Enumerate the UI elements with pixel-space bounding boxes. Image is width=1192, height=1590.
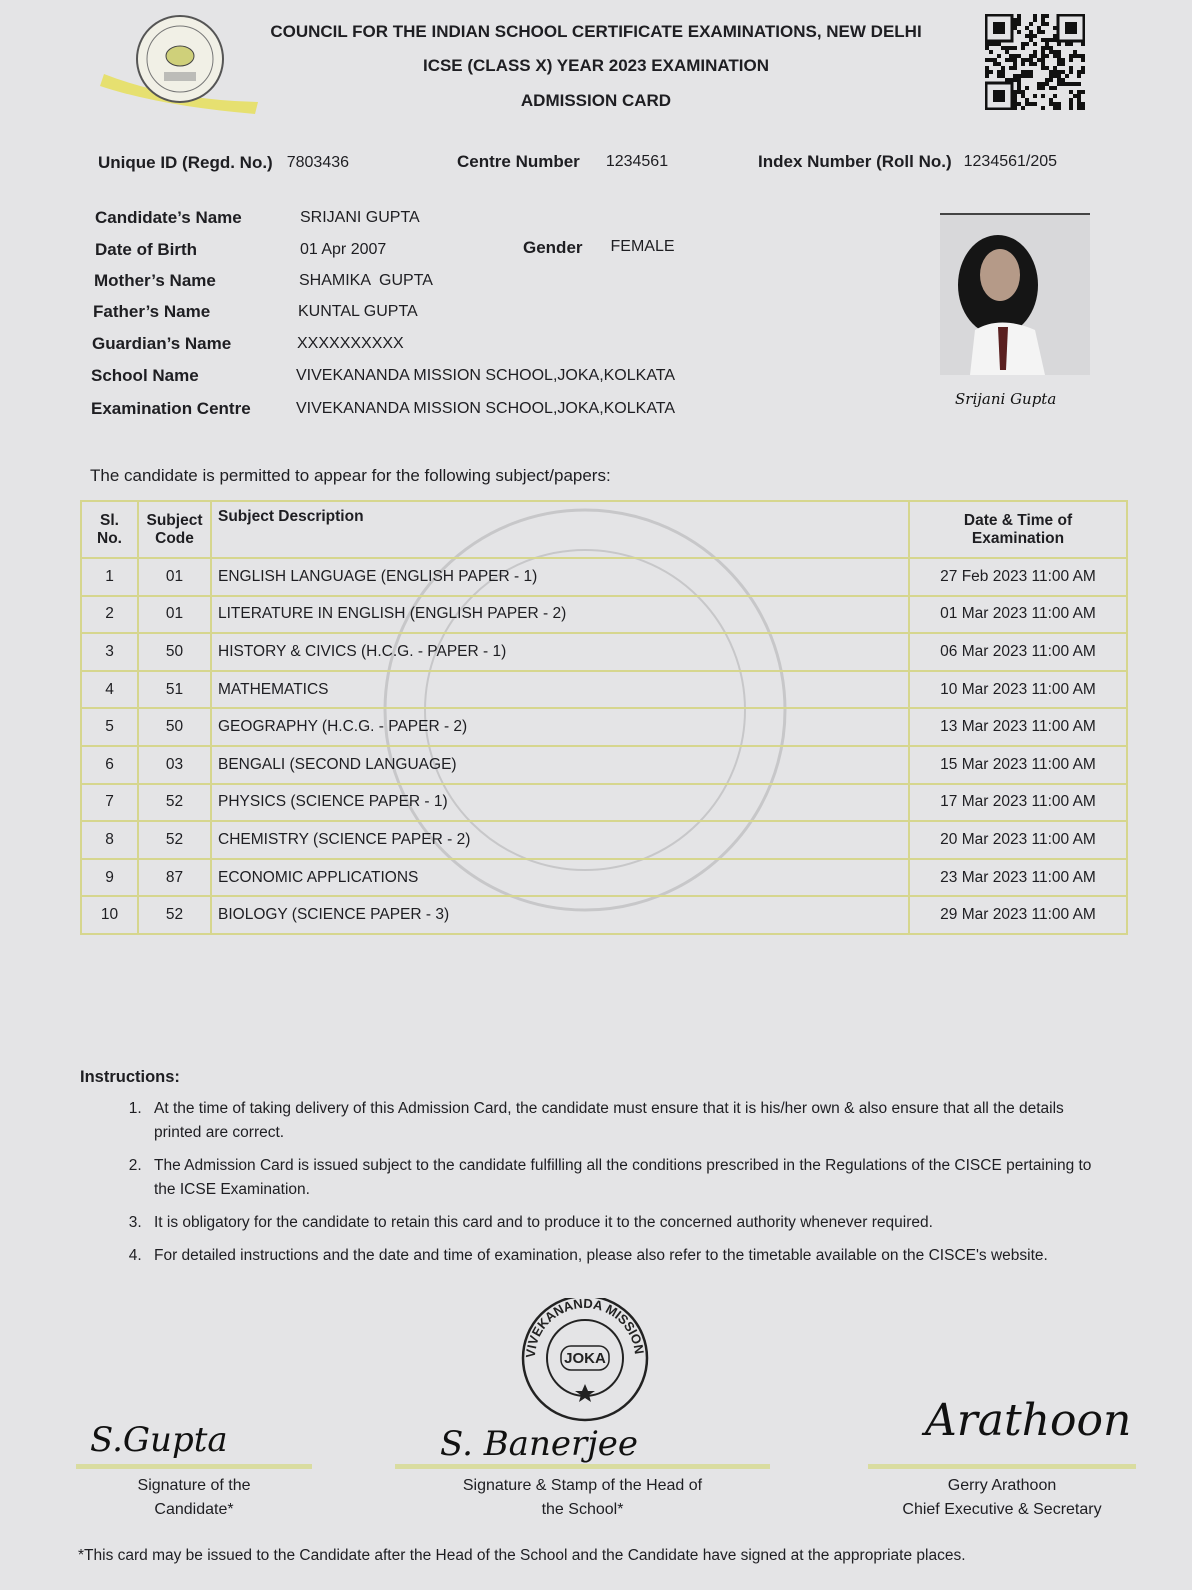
centre-number: Centre Number 1234561 [457,152,669,171]
col-desc: Subject Description [211,501,909,558]
row-code: 52 [138,896,211,934]
table-row [81,821,1127,859]
candidate-signature: S.Gupta [90,1420,228,1460]
date-of-birth: Date of Birth 01 Apr 2007 [95,240,387,259]
mother-name: Mother’s Name SHAMIKA GUPTA [94,271,433,290]
table-header [81,501,1127,558]
row-code: 51 [138,671,211,709]
footer-note: *This card may be issued to the Candidate after the Head of the School and the Candidate have signed at the appropriate places. [78,1547,966,1564]
row-description: BIOLOGY (SCIENCE PAPER - 3) [211,896,909,934]
head-signature: S. Banerjee [440,1424,639,1464]
head-sign-line [395,1464,770,1469]
permit-text: The candidate is permitted to appear for the following subject/papers: [90,466,611,485]
row-date: 10 Mar 2023 11:00 AM [909,671,1127,709]
row-description: PHYSICS (SCIENCE PAPER - 1) [211,784,909,822]
candidate-name: Candidate’s Name SRIJANI GUPTA [95,208,420,227]
candidate-sign-caption: Signature of the Candidate* [137,1477,251,1518]
row-code: 50 [138,708,211,746]
ce-sign-line [868,1464,1136,1469]
instruction-item: 3. It is obligatory for the candidate to retain this card and to produce it to the concerned authority whenever required. [146,1211,1100,1235]
row-date: 01 Mar 2023 11:00 AM [909,596,1127,634]
row-code: 01 [138,558,211,596]
row-sl: 10 [81,896,138,934]
instructions-heading: Instructions: [80,1068,180,1086]
row-date: 15 Mar 2023 11:00 AM [909,746,1127,784]
row-description: CHEMISTRY (SCIENCE PAPER - 2) [211,821,909,859]
instruction-item: 1. At the time of taking delivery of this Admission Card, the candidate must ensure that it is his/her own & also ensure that all the details printed are correct. [146,1097,1100,1145]
photo-signature: Srijani Gupta [955,390,1057,408]
row-description: HISTORY & CIVICS (H.C.G. - PAPER - 1) [211,633,909,671]
row-date: 27 Feb 2023 11:00 AM [909,558,1127,596]
table-row [81,708,1127,746]
ce-sign-caption: Gerry Arathoon Chief Executive & Secretary [902,1477,1102,1518]
row-description: ENGLISH LANGUAGE (ENGLISH PAPER - 1) [211,558,909,596]
unique-id: Unique ID (Regd. No.) 7803436 [98,153,350,172]
candidate-sign-line [76,1464,312,1469]
row-sl: 4 [81,671,138,709]
guardian-name: Guardian’s Name XXXXXXXXXX [92,334,404,353]
stamp-center-text: JOKA [564,1350,606,1367]
table-row [81,671,1127,709]
row-date: 20 Mar 2023 11:00 AM [909,821,1127,859]
col-date: Date & Time of Examination [909,501,1127,558]
row-sl: 2 [81,596,138,634]
table-row [81,896,1127,934]
instruction-item: 4. For detailed instructions and the date and time of examination, please also refer to the timetable available on the CISCE's website. [146,1244,1100,1268]
table-row [81,633,1127,671]
row-code: 87 [138,859,211,897]
row-description: GEOGRAPHY (H.C.G. - PAPER - 2) [211,708,909,746]
row-description: LITERATURE IN ENGLISH (ENGLISH PAPER - 2) [211,596,909,634]
row-description: MATHEMATICS [211,671,909,709]
table-row [81,596,1127,634]
row-code: 52 [138,784,211,822]
exam-title: ICSE (CLASS X) YEAR 2023 EXAMINATION [422,56,770,75]
row-date: 17 Mar 2023 11:00 AM [909,784,1127,822]
col-code: Subject Code [138,501,211,558]
row-sl: 1 [81,558,138,596]
ce-signature: Arathoon [925,1395,1132,1446]
qr-code [985,14,1085,110]
stamp-ring-text: VIVEKANANDA MISSION [522,1298,647,1359]
table-row [81,784,1127,822]
head-sign-caption: Signature & Stamp of the Head of the School* [462,1477,703,1518]
row-sl: 9 [81,859,138,897]
row-sl: 5 [81,708,138,746]
row-date: 29 Mar 2023 11:00 AM [909,896,1127,934]
row-sl: 6 [81,746,138,784]
row-description: BENGALI (SECOND LANGUAGE) [211,746,909,784]
org-title: COUNCIL FOR THE INDIAN SCHOOL CERTIFICATE EXAMINATIONS, NEW DELHI [270,22,922,41]
table-row [81,558,1127,596]
row-date: 23 Mar 2023 11:00 AM [909,859,1127,897]
table-row [81,746,1127,784]
row-description: ECONOMIC APPLICATIONS [211,859,909,897]
instructions [80,1068,1100,1277]
row-date: 06 Mar 2023 11:00 AM [909,633,1127,671]
row-code: 03 [138,746,211,784]
row-code: 01 [138,596,211,634]
doc-title: ADMISSION CARD [520,91,672,110]
candidate-photo [940,213,1090,375]
instruction-item: 2. The Admission Card is issued subject to the candidate fulfilling all the conditions prescribed in the Regulations of the CISCE pertaining to the ICSE Examination. [146,1154,1100,1202]
school-stamp [515,1298,655,1422]
school-name: School Name VIVEKANANDA MISSION SCHOOL,JOKA,KOLKATA [91,366,676,385]
col-sl: Sl. No. [81,501,138,558]
table-row [81,859,1127,897]
row-sl: 7 [81,784,138,822]
row-sl: 8 [81,821,138,859]
gender: Gender FEMALE [523,238,675,257]
row-code: 52 [138,821,211,859]
father-name: Father’s Name KUNTAL GUPTA [93,302,418,321]
row-sl: 3 [81,633,138,671]
subjects-table [80,500,1128,935]
index-number: Index Number (Roll No.) 1234561/205 [758,152,1058,171]
row-code: 50 [138,633,211,671]
row-date: 13 Mar 2023 11:00 AM [909,708,1127,746]
examination-centre: Examination Centre VIVEKANANDA MISSION SCHOOL,JOKA,KOLKATA [91,399,676,418]
